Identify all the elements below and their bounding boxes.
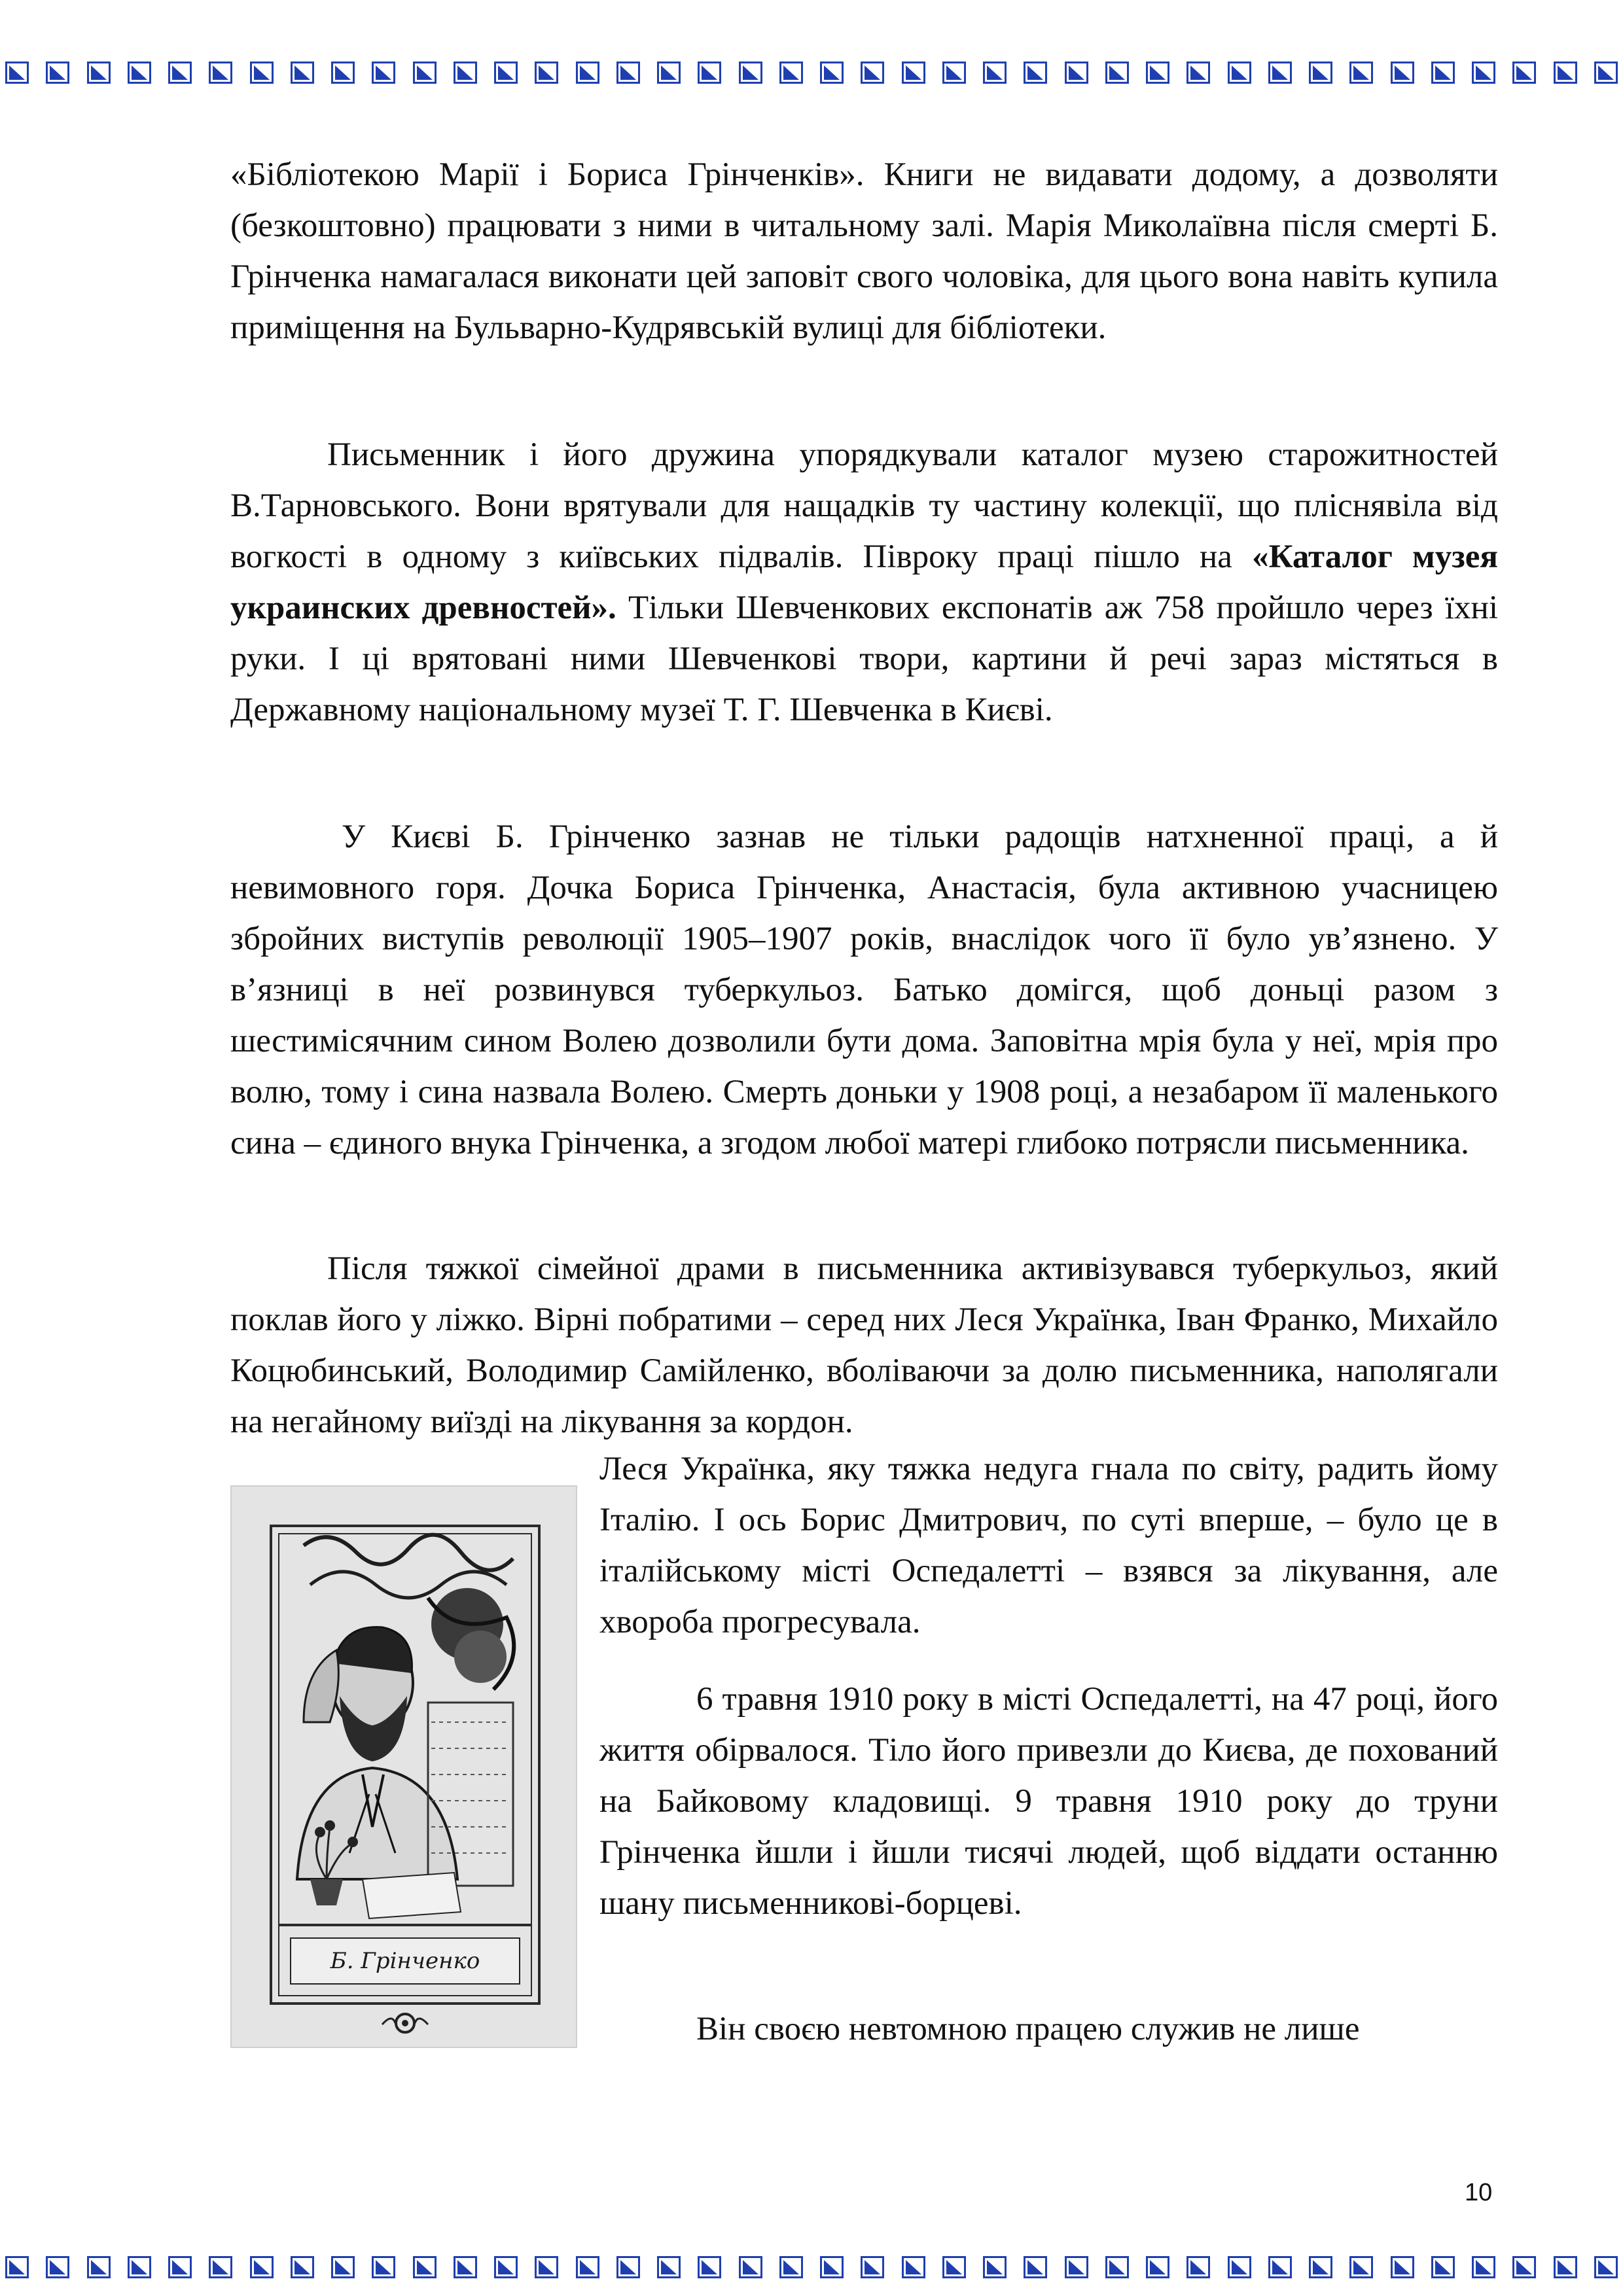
ornamental-square-icon [250, 62, 274, 84]
ornamental-square-icon [1554, 2256, 1577, 2278]
ornamental-square-icon [1146, 62, 1169, 84]
ornamental-square-icon [128, 2256, 151, 2278]
ornamental-square-icon [1472, 62, 1495, 84]
catalog-title: «Каталог музея украинских древностей». [230, 539, 1499, 626]
ornamental-square-icon [942, 2256, 966, 2278]
ornamental-square-icon [1309, 2256, 1332, 2278]
ornamental-square-icon [372, 2256, 395, 2278]
ornamental-square-icon [739, 2256, 762, 2278]
ornamental-square-icon [779, 62, 803, 84]
ornamental-square-icon [291, 2256, 314, 2278]
ornamental-square-icon [1594, 2256, 1618, 2278]
ornamental-square-icon [1472, 2256, 1495, 2278]
paragraph-library: «Бібліотекою Марії і Бориса Грінченків». Книги не видавати додому, а дозволяти (безкоштовно) працювати з ними в читальному залі. Марія Миколаївна після смерті Б. Грінченка намагалася виконати цей заповіт свого чоловіка, для цього вона навіть купила приміщення на Бульварно-Кудрявській вулиці для бібліотеки. [230, 156, 1498, 346]
ornamental-square-icon [698, 2256, 721, 2278]
ornamental-square-icon [1146, 2256, 1169, 2278]
ornamental-square-icon [413, 62, 437, 84]
ornamental-square-icon [454, 2256, 477, 2278]
ornamental-square-icon [1186, 2256, 1210, 2278]
ornamental-square-icon [1024, 2256, 1047, 2278]
paragraph-legacy: Він своєю невтомною працею служив не лише [696, 2011, 1360, 2047]
ornamental-square-icon [1268, 62, 1292, 84]
paragraph-catalog-end: Тільки Шевченкових експонатів аж 758 пройшло через їхні руки. І ці врятовані ними Шевченкові твори, картини й речі зараз містяться в Державному національному музеї Т. Г. Шевченка в Києві. [230, 590, 1499, 728]
page-number: 10 [1465, 2179, 1493, 2206]
portrait-signature: Б. Грінченко [330, 1948, 480, 1974]
ornamental-square-icon [209, 62, 232, 84]
ornamental-square-icon [1105, 2256, 1129, 2278]
ornamental-square-icon [1554, 62, 1577, 84]
ornamental-square-icon [657, 2256, 681, 2278]
ornamental-square-icon [1594, 62, 1618, 84]
paragraph-death: 6 травня 1910 року в місті Оспедалетті, на 47 році, його життя обірвалося. Тіло його привезли до Києва, де похований на Байковому кладовищі. 9 травня 1910 року до труни Грінченка йшли і йшли тисячі людей, щоб віддати останню шану письменникові-борцеві. [599, 1681, 1498, 1922]
ornamental-square-icon [128, 62, 151, 84]
ornamental-square-icon [902, 62, 925, 84]
ornamental-square-icon [1228, 62, 1251, 84]
ornamental-square-icon [576, 2256, 599, 2278]
ornamental-square-icon [820, 62, 844, 84]
paragraph-daughter: У Києві Б. Грінченко зазнав не тільки радощів натхненної праці, а й невимовного горя. Дочка Бориса Грінченка, Анастасія, була активною учасницею збройних виступів революції 1905–1907 років, внаслідок чого її було ув’язнено. У в’язниці в неї розвинувся туберкульоз. Батько домігся, щоб доньці разом з шестимісячним сином Волею дозволили бути дома. Заповітна мрія була у неї, мрія про волю, тому і сина назвала Волею. Смерть доньки у 1908 році, а незабаром її маленького сина – єдиного внука Грінченка, а згодом любої матері глибоко потрясли письменника. [230, 819, 1498, 1161]
bottom-ornamental-border [5, 2255, 1618, 2280]
ornamental-square-icon [1268, 2256, 1292, 2278]
paragraph-illness: Після тяжкої сімейної драми в письменника активізувався туберкульоз, який поклав його у ліжко. Вірні побратими – серед них Леся Українка, Іван Франко, Михайло Коцюбинський, Володимир Самійленко, вболіваючи за долю письменника, наполягали на негайному виїзді на лікування за кордон. [230, 1250, 1498, 1440]
ornamental-square-icon [291, 62, 314, 84]
ornamental-square-icon [1309, 62, 1332, 84]
ornamental-square-icon [1065, 2256, 1088, 2278]
ornamental-square-icon [535, 62, 558, 84]
ornamental-square-icon [494, 62, 518, 84]
ornamental-square-icon [168, 2256, 192, 2278]
ornamental-square-icon [1105, 62, 1129, 84]
ornamental-square-icon [739, 62, 762, 84]
ornamental-square-icon [1065, 62, 1088, 84]
ornamental-square-icon [576, 62, 599, 84]
ornamental-square-icon [779, 2256, 803, 2278]
top-ornamental-border [5, 60, 1618, 85]
ornamental-square-icon [1431, 62, 1455, 84]
ornamental-square-icon [1349, 62, 1373, 84]
ornamental-square-icon [413, 2256, 437, 2278]
ornamental-square-icon [1431, 2256, 1455, 2278]
ornamental-square-icon [902, 2256, 925, 2278]
ornamental-square-icon [1186, 62, 1210, 84]
ornamental-square-icon [5, 2256, 29, 2278]
ornamental-square-icon [209, 2256, 232, 2278]
paragraph-italy: Леся Українка, яку тяжка недуга гнала по світу, радить йому Італію. І ось Борис Дмитрович, по суті вперше, – було це в італійському місті Оспедалетті – взявся за лікування, але хвороба прогресувала. [599, 1451, 1498, 1640]
ornamental-square-icon [861, 62, 884, 84]
ornamental-square-icon [87, 62, 111, 84]
ornamental-square-icon [1024, 62, 1047, 84]
ornamental-square-icon [983, 62, 1007, 84]
portrait-engraving [230, 1485, 577, 2048]
ornamental-square-icon [942, 62, 966, 84]
ornamental-square-icon [494, 2256, 518, 2278]
paragraph-catalog [230, 429, 1498, 735]
ornamental-square-icon [168, 62, 192, 84]
ornamental-square-icon [535, 2256, 558, 2278]
ornamental-square-icon [46, 62, 69, 84]
ornamental-square-icon [5, 62, 29, 84]
ornamental-square-icon [1349, 2256, 1373, 2278]
ornamental-square-icon [983, 2256, 1007, 2278]
ornamental-square-icon [1228, 2256, 1251, 2278]
ornamental-square-icon [331, 2256, 355, 2278]
ornamental-square-icon [698, 62, 721, 84]
ornamental-square-icon [861, 2256, 884, 2278]
ornamental-square-icon [331, 62, 355, 84]
ornamental-square-icon [46, 2256, 69, 2278]
ornamental-square-icon [372, 62, 395, 84]
ornamental-square-icon [1391, 62, 1414, 84]
ornamental-square-icon [616, 62, 640, 84]
ornamental-square-icon [820, 2256, 844, 2278]
ornamental-square-icon [616, 2256, 640, 2278]
ornamental-square-icon [657, 62, 681, 84]
ornamental-square-icon [1512, 62, 1536, 84]
ornamental-square-icon [454, 62, 477, 84]
ornamental-square-icon [250, 2256, 274, 2278]
ornamental-square-icon [87, 2256, 111, 2278]
ornamental-square-icon [1512, 2256, 1536, 2278]
paragraph-catalog-start: Письменник і його дружина упорядкували каталог музею старожитностей В.Тарновського. Вони врятували для нащадків ту частину колекції, що пліснявіла від вогкості в одному з київських підвалів. Півроку праці пішло на [230, 436, 1498, 575]
ornamental-square-icon [1391, 2256, 1414, 2278]
